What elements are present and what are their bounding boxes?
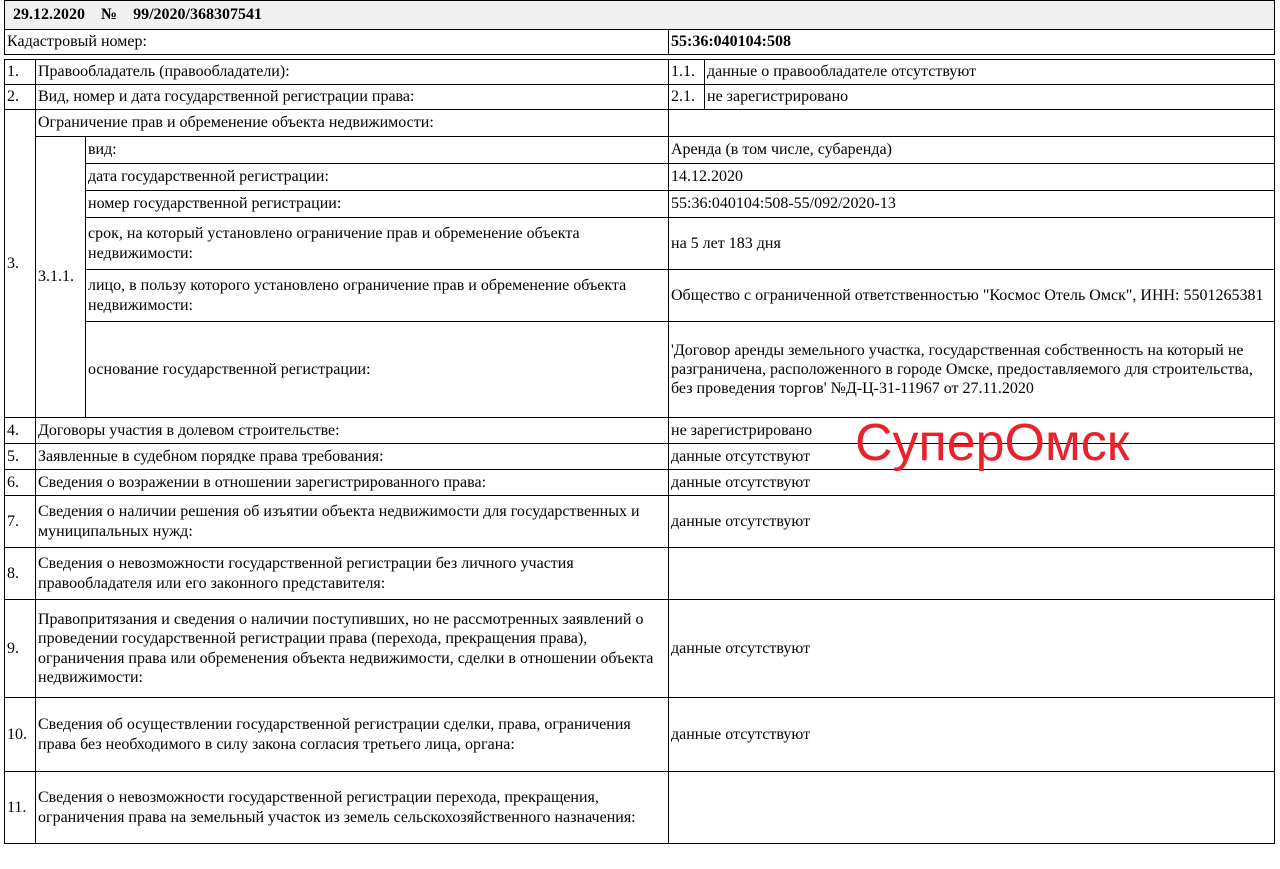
row-label: Сведения о наличии решения об изъятии объекта недвижимости для государственных и муниципальных нужд: — [36, 496, 669, 548]
encumbrance-row — [5, 218, 1275, 270]
row-subnumber: 1.1. — [669, 60, 705, 85]
table-row — [5, 772, 1275, 844]
encumbrance-label: дата государственной регистрации: — [86, 164, 669, 191]
table-row — [5, 548, 1275, 600]
table-row — [5, 496, 1275, 548]
encumbrance-value: Общество с ограниченной ответственностью "Космос Отель Омск", ИНН: 5501265381 — [669, 270, 1275, 322]
row-value: не зарегистрировано — [705, 85, 1275, 110]
row-number: 11. — [5, 772, 36, 844]
cadastral-label: Кадастровый номер: — [5, 30, 669, 55]
row-label: Сведения о возражении в отношении зарегистрированного права: — [36, 470, 669, 496]
encumbrance-label: вид: — [86, 137, 669, 164]
row-number: 8. — [5, 548, 36, 600]
table-row — [5, 85, 1275, 110]
row-label: Вид, номер и дата государственной регистрации права: — [36, 85, 669, 110]
row-value: данные отсутствуют — [669, 698, 1275, 772]
row-subnumber: 2.1. — [669, 85, 705, 110]
row-number: 9. — [5, 600, 36, 698]
table-row — [5, 444, 1275, 470]
document-date: 29.12.2020 — [13, 6, 85, 24]
row-subnumber: 3.1.1. — [36, 137, 86, 418]
row-value: данные отсутствуют — [669, 600, 1275, 698]
row-number: 1. — [5, 60, 36, 85]
encumbrance-row — [5, 191, 1275, 218]
row-value: данные отсутствуют — [669, 444, 1275, 470]
encumbrance-row — [5, 322, 1275, 418]
row-value — [669, 548, 1275, 600]
encumbrance-row — [5, 270, 1275, 322]
number-sign: № — [101, 6, 118, 24]
table-row — [5, 110, 1275, 137]
row-label: Правопритязания и сведения о наличии поступивших, но не рассмотренных заявлений о проведении государственной регистрации права (перехода, прекращения права), ограничения права или обременения объекта недвижимости, сделки в отношении объекта недвижимости: — [36, 600, 669, 698]
encumbrance-value: 'Договор аренды земельного участка, государственная собственность на который не разграничена, расположенного в городе Омске, предоставляемого для строительства, без проведения торгов' №Д-Ц-31-11967 от 27.11.2020 — [669, 322, 1275, 418]
row-label: Правообладатель (правообладатели): — [36, 60, 669, 85]
table-row — [5, 418, 1275, 444]
encumbrance-label: номер государственной регистрации: — [86, 191, 669, 218]
row-number: 2. — [5, 85, 36, 110]
row-value: не зарегистрировано — [669, 418, 1275, 444]
row-number: 6. — [5, 470, 36, 496]
row-number: 10. — [5, 698, 36, 772]
row-number: 4. — [5, 418, 36, 444]
row-label: Сведения о невозможности государственной регистрации перехода, прекращения, ограничения права на земельный участок из земель сельскохозяйственного назначения: — [36, 772, 669, 844]
row-number: 3. — [5, 110, 36, 418]
encumbrance-value: 14.12.2020 — [669, 164, 1275, 191]
encumbrance-label: лицо, в пользу которого установлено ограничение прав и обременение объекта недвижимости: — [86, 270, 669, 322]
watermark-text: СуперОмск — [855, 414, 1130, 472]
encumbrance-label: основание государственной регистрации: — [86, 322, 669, 418]
row-label: Заявленные в судебном порядке права требования: — [36, 444, 669, 470]
row-value: данные отсутствуют — [669, 470, 1275, 496]
encumbrance-label: срок, на который установлено ограничение прав и обременение объекта недвижимости: — [86, 218, 669, 270]
encumbrance-row — [5, 137, 1275, 164]
row-label: Договоры участия в долевом строительстве: — [36, 418, 669, 444]
encumbrance-value: на 5 лет 183 дня — [669, 218, 1275, 270]
document-header-row — [5, 1, 1275, 30]
table-row — [5, 60, 1275, 85]
table-row — [5, 470, 1275, 496]
encumbrance-value: 55:36:040104:508-55/092/2020-13 — [669, 191, 1275, 218]
encumbrance-value: Аренда (в том числе, субаренда) — [669, 137, 1275, 164]
row-label: Сведения об осуществлении государственной регистрации сделки, права, ограничения права без необходимого в силу закона согласия третьего лица, органа: — [36, 698, 669, 772]
cadastral-value: 55:36:040104:508 — [669, 30, 1275, 55]
row-value — [669, 110, 1275, 137]
document-number: 99/2020/368307541 — [133, 6, 262, 24]
row-value — [669, 772, 1275, 844]
row-number: 5. — [5, 444, 36, 470]
row-number: 7. — [5, 496, 36, 548]
extract-document — [4, 0, 1274, 844]
cadastral-row — [5, 30, 1275, 55]
row-label: Ограничение прав и обременение объекта недвижимости: — [36, 110, 669, 137]
table-row — [5, 698, 1275, 772]
row-value: данные отсутствуют — [669, 496, 1275, 548]
table-row — [5, 600, 1275, 698]
document-header — [5, 1, 1275, 30]
row-label: Сведения о невозможности государственной регистрации без личного участия правообладателя или его законного представителя: — [36, 548, 669, 600]
row-value: данные о правообладателе отсутствуют — [705, 60, 1275, 85]
encumbrance-row — [5, 164, 1275, 191]
extract-table — [4, 0, 1275, 844]
